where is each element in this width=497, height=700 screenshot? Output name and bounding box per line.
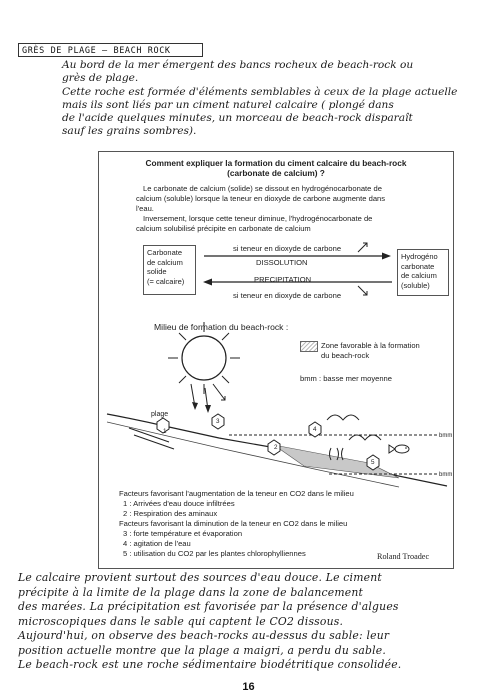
conclusion-line: Aujourd'hui, on observe des beach-rocks au-dessus du sable: leur [18,629,390,642]
box-line: Hydrogéno [401,252,438,261]
co2-down-arrow [358,286,367,295]
box-line: de calcium [147,257,183,267]
factor-heading: Facteurs favorisant l'augmentation de la teneur en CO2 dans le milieu [119,489,354,498]
dissolution-arrowhead [382,253,391,260]
factor-item: 2 : Respiration des aminaux [123,509,218,518]
page-number: 16 [242,681,255,693]
heat-arrowhead [205,405,211,413]
bmm-bottom-label: bmm [439,472,453,478]
intro-line: Au bord de la mer émergent des bancs rocheux de beach-rock ou [62,59,414,71]
explanation-line: calcium (soluble) lorsque la teneur en dioxyde de carbone augmente dans [136,194,386,203]
factor-heading: Facteurs favorisant la diminution de la teneur en CO2 dans le milieu [119,519,348,528]
beach-subsurface-line [107,422,399,487]
conclusion-line: des marées. La précipitation est favorisée par la présence d'algues [18,600,399,613]
co2-increase-label: si teneur en dioxyde de carbone [233,244,342,253]
section-title: GRÈS DE PLAGE – BEACH ROCK [18,43,203,57]
favorable-zone [274,445,399,478]
factor-item: 4 : agitation de l'eau [123,539,191,548]
box-line: solide [147,267,167,277]
zone-legend-label: Zone favorable à la formation [321,341,420,350]
box-line: (soluble) [401,280,430,290]
diagram-title: Comment expliquer la formation du ciment calcaire du beach-rock [145,158,407,168]
marker-3-label: 3 [216,418,220,425]
milieu-title: Milieu de formation du beach-rock : [154,322,289,332]
marker-2-label: 2 [274,444,278,451]
marker-5-label: 5 [371,459,375,466]
conclusion-line: microscopiques dans le sable qui captent le CO2 dissous. [18,615,344,628]
intro-line: sauf les grains sombres). [62,125,197,137]
co2-up-arrow [358,243,367,252]
explanation-line: Le carbonate de calcium (solide) se dissout en hydrogénocarbonate de [143,184,382,193]
sun-icon [168,322,240,394]
box-line: (= calcaire) [147,276,185,286]
precipitation-arrowhead [203,279,212,286]
factor-item: 1 : Arrivées d'eau douce infiltrées [123,499,235,508]
fish-icon [389,445,409,453]
zone-legend-label: du beach-rock [321,351,370,360]
co2-decrease-label: si teneur en dioxyde de carbone [233,291,342,300]
precipitation-label: PRECIPITATION [254,275,312,284]
conclusion-line: Le calcaire provient surtout des sources d'eau douce. Le ciment [18,571,382,584]
factor-item: 3 : forte température et évaporation [123,529,243,538]
intro-line: Cette roche est formée d'éléments semblables à ceux de la plage actuelle [62,86,458,98]
intro-line: mais ils sont liés par un ciment naturel calcaire ( plongé dans [62,99,394,111]
conclusion-line: précipite à la limite de la plage dans la zone de balancement [18,586,364,599]
conclusion-line: Le beach-rock est une roche sédimentaire biodétritique consolidée. [18,658,402,671]
author-credit: Roland Troadec [377,552,430,561]
bmm-legend: bmm : basse mer moyenne [300,374,393,383]
bmm-top-label: bmm [439,433,453,439]
diagram-panel [98,151,454,569]
wave-icon [327,415,359,420]
box-line: Carbonate [147,248,183,257]
plage-label: plage [151,411,169,418]
marker-1-label: 1 [163,428,167,435]
intro-line: de l'acide quelques minutes, un morceau de beach-rock disparaît [62,112,413,124]
dissolution-label: DISSOLUTION [256,258,308,267]
wave-icon [349,435,381,440]
explanation-line: Inversement, lorsque cette teneur diminue, l'hydrogénocarbonate de [143,214,373,223]
explanation-line: l'eau. [136,204,154,213]
intro-line: grès de plage. [62,72,139,84]
box-line: de calcium [401,271,437,281]
evaporation-arrow [213,384,225,400]
conclusion-line: position actuelle montre que la plage a maigri, a perdu du sable. [18,644,387,657]
diagram-subtitle: (carbonate de calcium) ? [227,168,325,178]
box-line: carbonate [401,261,435,271]
heat-arrowhead [192,402,198,410]
factor-item: 5 : utilisation du CO2 par les plantes chlorophylliennes [123,549,306,558]
marker-4-label: 4 [313,426,317,433]
explanation-line: calcium solubilisé précipite en carbonate de calcium [136,224,311,233]
